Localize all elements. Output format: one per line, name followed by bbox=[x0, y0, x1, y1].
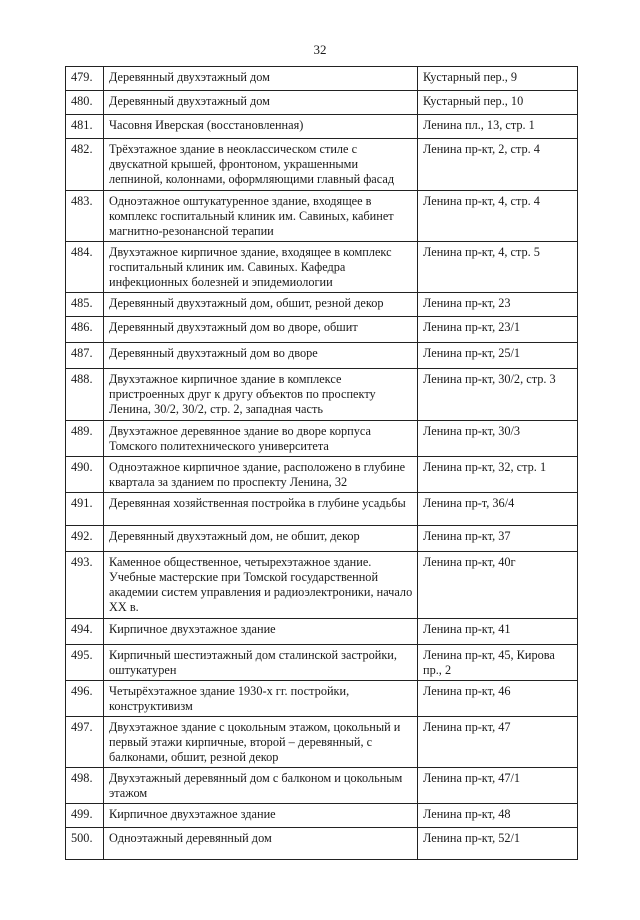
object-address-cell: Ленина пр-кт, 25/1 bbox=[418, 343, 578, 369]
object-address-cell: Ленина пр-т, 36/4 bbox=[418, 493, 578, 526]
table-row bbox=[66, 293, 578, 317]
object-description-cell: Каменное общественное, четырехэтажное здание. Учебные мастерские при Томской государственной академии систем управления и радиоэлектроники, начало XX в. bbox=[104, 552, 418, 619]
object-description-cell: Деревянный двухэтажный дом, обшит, резной декор bbox=[104, 293, 418, 317]
page-number: 32 bbox=[313, 42, 327, 57]
object-address-cell: Ленина пр-кт, 48 bbox=[418, 804, 578, 828]
object-description-cell: Кирпичный шестиэтажный дом сталинской застройки, оштукатурен bbox=[104, 645, 418, 681]
table-row bbox=[66, 493, 578, 526]
table-row bbox=[66, 619, 578, 645]
object-address-cell: Ленина пр-кт, 4, стр. 4 bbox=[418, 191, 578, 242]
object-description-cell: Одноэтажное кирпичное здание, расположено в глубине квартала за зданием по проспекту Ленина, 32 bbox=[104, 457, 418, 493]
object-description-cell: Деревянный двухэтажный дом во дворе, обшит bbox=[104, 317, 418, 343]
object-number-cell: 493. bbox=[66, 552, 104, 619]
table-row bbox=[66, 681, 578, 717]
table-row bbox=[66, 804, 578, 828]
object-description-cell: Одноэтажное оштукатуренное здание, входящее в комплекс госпитальный клиник им. Савиных, кабинет магнитно-резонансной терапии bbox=[104, 191, 418, 242]
object-address-cell: Ленина пр-кт, 52/1 bbox=[418, 828, 578, 860]
object-address-cell: Ленина пр-кт, 47/1 bbox=[418, 768, 578, 804]
object-description-cell: Двухэтажное кирпичное здание, входящее в комплекс госпитальный клиник им. Савиных. Кафедра инфекционных болезней и эпидемиологии bbox=[104, 242, 418, 293]
object-description-cell: Деревянный двухэтажный дом bbox=[104, 67, 418, 91]
table-row bbox=[66, 768, 578, 804]
object-address-cell: Ленина пл., 13, стр. 1 bbox=[418, 115, 578, 139]
object-description-cell: Деревянный двухэтажный дом, не обшит, декор bbox=[104, 526, 418, 552]
object-address-cell: Ленина пр-кт, 37 bbox=[418, 526, 578, 552]
object-number-cell: 497. bbox=[66, 717, 104, 768]
object-description-cell: Двухэтажное здание с цокольным этажом, цокольный и первый этажи кирпичные, второй – деревянный, с балконами, обшит, резной декор bbox=[104, 717, 418, 768]
table-row bbox=[66, 191, 578, 242]
object-address-cell: Ленина пр-кт, 30/2, стр. 3 bbox=[418, 369, 578, 421]
object-address-cell: Ленина пр-кт, 47 bbox=[418, 717, 578, 768]
object-number-cell: 498. bbox=[66, 768, 104, 804]
table-row bbox=[66, 717, 578, 768]
object-number-cell: 492. bbox=[66, 526, 104, 552]
object-address-cell: Ленина пр-кт, 45, Кирова пр., 2 bbox=[418, 645, 578, 681]
object-address-cell: Ленина пр-кт, 46 bbox=[418, 681, 578, 717]
object-number-cell: 499. bbox=[66, 804, 104, 828]
object-number-cell: 488. bbox=[66, 369, 104, 421]
object-number-cell: 496. bbox=[66, 681, 104, 717]
object-address-cell: Кустарный пер., 9 bbox=[418, 67, 578, 91]
table-row bbox=[66, 369, 578, 421]
object-address-cell: Ленина пр-кт, 41 bbox=[418, 619, 578, 645]
table-row bbox=[66, 115, 578, 139]
object-number-cell: 494. bbox=[66, 619, 104, 645]
object-number-cell: 481. bbox=[66, 115, 104, 139]
object-address-cell: Кустарный пер., 10 bbox=[418, 91, 578, 115]
object-description-cell: Двухэтажный деревянный дом с балконом и цокольным этажом bbox=[104, 768, 418, 804]
object-description-cell: Деревянный двухэтажный дом во дворе bbox=[104, 343, 418, 369]
object-registry-table bbox=[65, 66, 578, 860]
object-address-cell: Ленина пр-кт, 32, стр. 1 bbox=[418, 457, 578, 493]
object-number-cell: 483. bbox=[66, 191, 104, 242]
object-description-cell: Деревянный двухэтажный дом bbox=[104, 91, 418, 115]
object-number-cell: 495. bbox=[66, 645, 104, 681]
object-number-cell: 479. bbox=[66, 67, 104, 91]
table-row bbox=[66, 91, 578, 115]
object-address-cell: Ленина пр-кт, 30/3 bbox=[418, 421, 578, 457]
object-description-cell: Кирпичное двухэтажное здание bbox=[104, 619, 418, 645]
table-row bbox=[66, 645, 578, 681]
object-number-cell: 500. bbox=[66, 828, 104, 860]
object-description-cell: Двухэтажное кирпичное здание в комплексе пристроенных друг к другу объектов по проспекту Ленина, 30/2, 30/2, стр. 2, западная часть bbox=[104, 369, 418, 421]
object-description-cell: Одноэтажный деревянный дом bbox=[104, 828, 418, 860]
object-description-cell: Двухэтажное деревянное здание во дворе корпуса Томского политехнического университета bbox=[104, 421, 418, 457]
table-row bbox=[66, 526, 578, 552]
registry-body bbox=[66, 67, 578, 860]
table-row bbox=[66, 552, 578, 619]
table-row bbox=[66, 343, 578, 369]
table-row bbox=[66, 421, 578, 457]
table-row bbox=[66, 317, 578, 343]
object-number-cell: 491. bbox=[66, 493, 104, 526]
object-number-cell: 486. bbox=[66, 317, 104, 343]
object-description-cell: Четырёхэтажное здание 1930-х гг. постройки, конструктивизм bbox=[104, 681, 418, 717]
object-number-cell: 490. bbox=[66, 457, 104, 493]
object-address-cell: Ленина пр-кт, 4, стр. 5 bbox=[418, 242, 578, 293]
object-address-cell: Ленина пр-кт, 40г bbox=[418, 552, 578, 619]
object-number-cell: 482. bbox=[66, 139, 104, 191]
object-number-cell: 487. bbox=[66, 343, 104, 369]
table-row bbox=[66, 139, 578, 191]
object-address-cell: Ленина пр-кт, 23 bbox=[418, 293, 578, 317]
object-number-cell: 489. bbox=[66, 421, 104, 457]
object-address-cell: Ленина пр-кт, 2, стр. 4 bbox=[418, 139, 578, 191]
object-description-cell: Трёхэтажное здание в неоклассическом стиле с двускатной крышей, фронтоном, украшенными лепниной, колоннами, оформляющими главный фасад bbox=[104, 139, 418, 191]
table-row bbox=[66, 242, 578, 293]
object-description-cell: Часовня Иверская (восстановленная) bbox=[104, 115, 418, 139]
object-description-cell: Кирпичное двухэтажное здание bbox=[104, 804, 418, 828]
table-row bbox=[66, 67, 578, 91]
table-row bbox=[66, 828, 578, 860]
object-number-cell: 480. bbox=[66, 91, 104, 115]
object-description-cell: Деревянная хозяйственная постройка в глубине усадьбы bbox=[104, 493, 418, 526]
object-number-cell: 484. bbox=[66, 242, 104, 293]
object-address-cell: Ленина пр-кт, 23/1 bbox=[418, 317, 578, 343]
table-row bbox=[66, 457, 578, 493]
object-number-cell: 485. bbox=[66, 293, 104, 317]
